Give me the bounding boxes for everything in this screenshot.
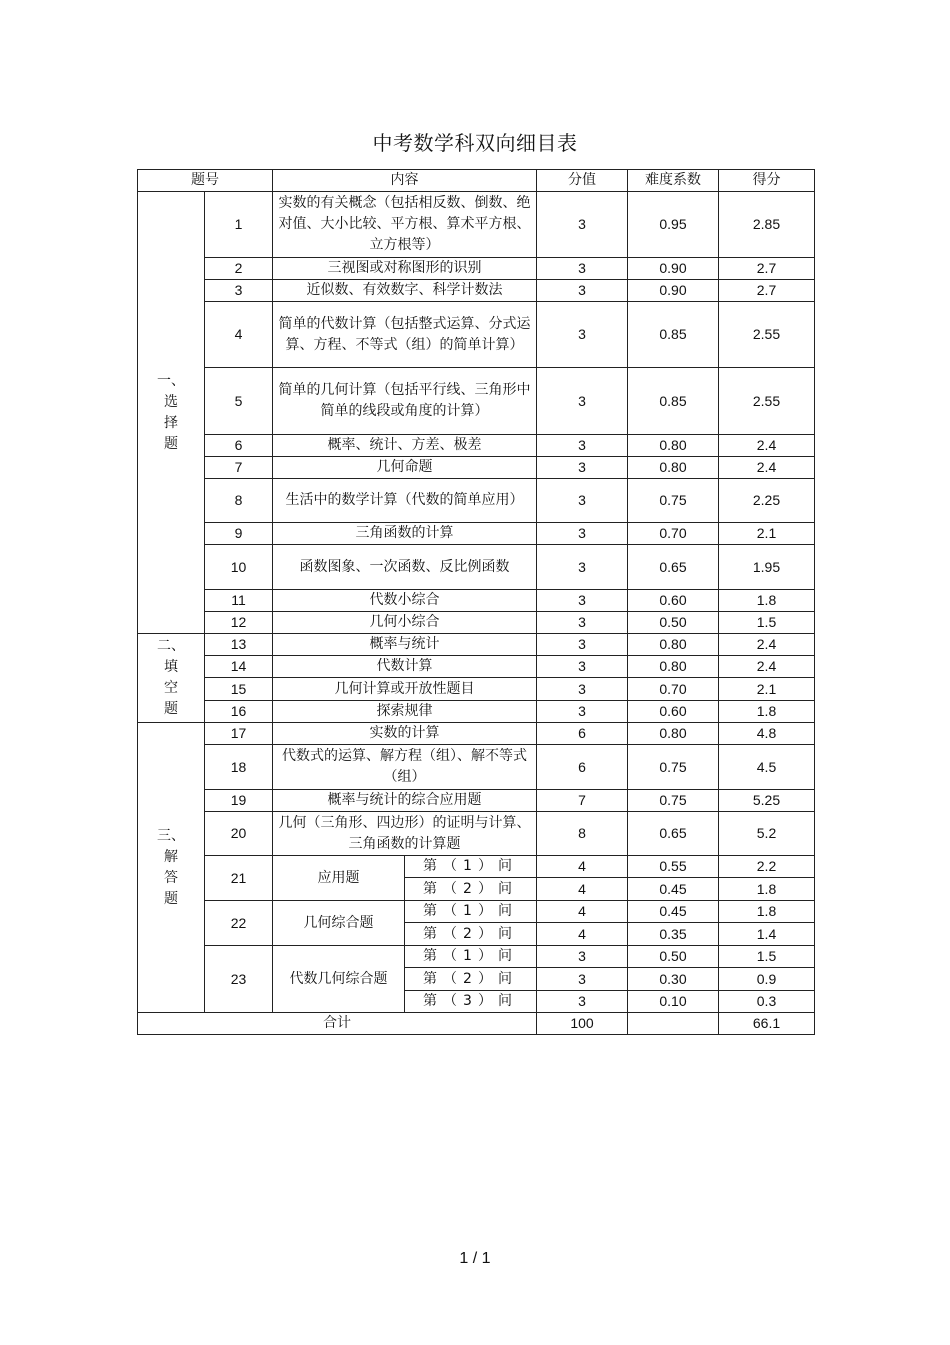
- table-row: [138, 368, 815, 435]
- score-cell: 3: [537, 946, 628, 968]
- question-number: 7: [205, 457, 273, 479]
- question-content: 生活中的数学计算（代数的简单应用）: [273, 479, 537, 523]
- table-row: [138, 258, 815, 280]
- points-cell: 4.8: [719, 723, 815, 745]
- score-cell: 4: [537, 856, 628, 878]
- score-cell: 3: [537, 368, 628, 435]
- difficulty-cell: 0.80: [628, 656, 719, 678]
- question-content: 三角函数的计算: [273, 523, 537, 545]
- header-score: 分值: [537, 170, 628, 192]
- difficulty-cell: 0.85: [628, 302, 719, 368]
- points-cell: 1.95: [719, 545, 815, 590]
- score-cell: 3: [537, 656, 628, 678]
- score-cell: 3: [537, 545, 628, 590]
- points-cell: 2.4: [719, 656, 815, 678]
- question-number: 10: [205, 545, 273, 590]
- score-cell: 4: [537, 901, 628, 923]
- difficulty-cell: 0.10: [628, 991, 719, 1013]
- points-cell: 5.2: [719, 812, 815, 856]
- difficulty-cell: 0.75: [628, 479, 719, 523]
- score-cell: 3: [537, 258, 628, 280]
- table-row: [138, 678, 815, 701]
- score-cell: 4: [537, 878, 628, 901]
- question-number: 17: [205, 723, 273, 745]
- table-row: [138, 457, 815, 479]
- question-content: 代数几何综合题: [273, 946, 405, 1013]
- question-content: 实数的有关概念（包括相反数、倒数、绝对值、大小比较、平方根、算术平方根、立方根等）: [273, 192, 537, 258]
- question-number: 18: [205, 745, 273, 790]
- page-number: 1 / 1: [459, 1250, 491, 1267]
- question-number: 9: [205, 523, 273, 545]
- table-row: [138, 634, 815, 656]
- section-answer: 三、 解 答 题: [138, 723, 205, 1013]
- points-cell: 2.55: [719, 368, 815, 435]
- points-cell: 1.8: [719, 590, 815, 612]
- total-points: 66.1: [719, 1013, 815, 1035]
- question-number: 1: [205, 192, 273, 258]
- question-number: 6: [205, 435, 273, 457]
- table-row: [138, 723, 815, 745]
- score-cell: 6: [537, 745, 628, 790]
- difficulty-cell: 0.70: [628, 523, 719, 545]
- difficulty-cell: 0.90: [628, 258, 719, 280]
- difficulty-cell: 0.50: [628, 946, 719, 968]
- difficulty-cell: 0.55: [628, 856, 719, 878]
- sub-question-label: 第（2）问: [405, 923, 537, 946]
- score-cell: 3: [537, 678, 628, 701]
- score-cell: 8: [537, 812, 628, 856]
- header-no: 题号: [138, 170, 273, 192]
- points-cell: 1.8: [719, 701, 815, 723]
- score-cell: 3: [537, 634, 628, 656]
- sub-question-label: 第（1）问: [405, 856, 537, 878]
- total-difficulty: [628, 1013, 719, 1035]
- question-content: 概率、统计、方差、极差: [273, 435, 537, 457]
- points-cell: 0.3: [719, 991, 815, 1013]
- question-number: 11: [205, 590, 273, 612]
- question-number: 4: [205, 302, 273, 368]
- question-number: 3: [205, 280, 273, 302]
- points-cell: 1.8: [719, 901, 815, 923]
- question-number: 20: [205, 812, 273, 856]
- question-content: 几何小综合: [273, 612, 537, 634]
- score-cell: 3: [537, 302, 628, 368]
- points-cell: 1.8: [719, 878, 815, 901]
- table-row: [138, 612, 815, 634]
- points-cell: 4.5: [719, 745, 815, 790]
- points-cell: 2.55: [719, 302, 815, 368]
- difficulty-cell: 0.80: [628, 457, 719, 479]
- difficulty-cell: 0.80: [628, 435, 719, 457]
- question-number: 2: [205, 258, 273, 280]
- question-content: 近似数、有效数字、科学计数法: [273, 280, 537, 302]
- difficulty-cell: 0.90: [628, 280, 719, 302]
- question-content: 代数式的运算、解方程（组）、解不等式（组）: [273, 745, 537, 790]
- question-number: 16: [205, 701, 273, 723]
- question-content: 三视图或对称图形的识别: [273, 258, 537, 280]
- question-number: 21: [205, 856, 273, 901]
- question-number: 15: [205, 678, 273, 701]
- points-cell: 2.4: [719, 457, 815, 479]
- spec-table: [137, 169, 815, 1035]
- question-content: 探索规律: [273, 701, 537, 723]
- points-cell: 0.9: [719, 968, 815, 991]
- score-cell: 4: [537, 923, 628, 946]
- points-cell: 5.25: [719, 790, 815, 812]
- points-cell: 1.5: [719, 612, 815, 634]
- difficulty-cell: 0.65: [628, 545, 719, 590]
- question-content: 几何综合题: [273, 901, 405, 946]
- table-row: [138, 590, 815, 612]
- header-difficulty: 难度系数: [628, 170, 719, 192]
- question-number: 19: [205, 790, 273, 812]
- table-row: [138, 192, 815, 258]
- question-content: 实数的计算: [273, 723, 537, 745]
- section-fill: 二、 填 空 题: [138, 634, 205, 723]
- points-cell: 2.2: [719, 856, 815, 878]
- points-cell: 2.85: [719, 192, 815, 258]
- points-cell: 2.4: [719, 634, 815, 656]
- table-row: [138, 946, 815, 968]
- score-cell: 7: [537, 790, 628, 812]
- score-cell: 3: [537, 479, 628, 523]
- score-cell: 3: [537, 968, 628, 991]
- question-content: 概率与统计的综合应用题: [273, 790, 537, 812]
- question-content: 函数图象、一次函数、反比例函数: [273, 545, 537, 590]
- table-row: [138, 280, 815, 302]
- difficulty-cell: 0.85: [628, 368, 719, 435]
- score-cell: 3: [537, 457, 628, 479]
- page-title: 中考数学科双向细目表: [372, 131, 578, 155]
- points-cell: 2.4: [719, 435, 815, 457]
- question-number: 8: [205, 479, 273, 523]
- table-row: [138, 812, 815, 856]
- table-row: [138, 856, 815, 878]
- difficulty-cell: 0.35: [628, 923, 719, 946]
- points-cell: 1.5: [719, 946, 815, 968]
- table-row: [138, 302, 815, 368]
- sub-question-label: 第（3）问: [405, 991, 537, 1013]
- sub-question-label: 第（1）问: [405, 901, 537, 923]
- table-row: [138, 435, 815, 457]
- score-cell: 3: [537, 435, 628, 457]
- question-content: 代数小综合: [273, 590, 537, 612]
- points-cell: 2.25: [719, 479, 815, 523]
- score-cell: 3: [537, 523, 628, 545]
- difficulty-cell: 0.95: [628, 192, 719, 258]
- difficulty-cell: 0.75: [628, 790, 719, 812]
- points-cell: 1.4: [719, 923, 815, 946]
- difficulty-cell: 0.70: [628, 678, 719, 701]
- question-content: 几何计算或开放性题目: [273, 678, 537, 701]
- difficulty-cell: 0.60: [628, 701, 719, 723]
- question-content: 应用题: [273, 856, 405, 901]
- header-points: 得分: [719, 170, 815, 192]
- difficulty-cell: 0.65: [628, 812, 719, 856]
- question-number: 12: [205, 612, 273, 634]
- question-number: 13: [205, 634, 273, 656]
- score-cell: 3: [537, 612, 628, 634]
- question-content: 简单的几何计算（包括平行线、三角形中简单的线段或角度的计算）: [273, 368, 537, 435]
- question-number: 5: [205, 368, 273, 435]
- total-row: [138, 1013, 815, 1035]
- table-row: [138, 479, 815, 523]
- table-row: [138, 901, 815, 923]
- table-row: [138, 523, 815, 545]
- total-label: 合计: [138, 1013, 537, 1035]
- total-score: 100: [537, 1013, 628, 1035]
- header-content: 内容: [273, 170, 537, 192]
- question-content: 几何（三角形、四边形）的证明与计算、三角函数的计算题: [273, 812, 537, 856]
- difficulty-cell: 0.80: [628, 723, 719, 745]
- table-row: [138, 701, 815, 723]
- table-row: [138, 656, 815, 678]
- points-cell: 2.7: [719, 258, 815, 280]
- question-content: 概率与统计: [273, 634, 537, 656]
- question-content: 代数计算: [273, 656, 537, 678]
- sub-question-label: 第（1）问: [405, 946, 537, 968]
- difficulty-cell: 0.45: [628, 901, 719, 923]
- table-row: [138, 745, 815, 790]
- difficulty-cell: 0.75: [628, 745, 719, 790]
- question-number: 14: [205, 656, 273, 678]
- sub-question-label: 第（2）问: [405, 878, 537, 901]
- score-cell: 3: [537, 280, 628, 302]
- sub-question-label: 第（2）问: [405, 968, 537, 991]
- difficulty-cell: 0.30: [628, 968, 719, 991]
- score-cell: 6: [537, 723, 628, 745]
- difficulty-cell: 0.50: [628, 612, 719, 634]
- points-cell: 2.1: [719, 678, 815, 701]
- score-cell: 3: [537, 192, 628, 258]
- score-cell: 3: [537, 991, 628, 1013]
- table-row: [138, 790, 815, 812]
- question-content: 简单的代数计算（包括整式运算、分式运算、方程、不等式（组）的简单计算）: [273, 302, 537, 368]
- question-number: 22: [205, 901, 273, 946]
- question-number: 23: [205, 946, 273, 1013]
- points-cell: 2.1: [719, 523, 815, 545]
- score-cell: 3: [537, 701, 628, 723]
- question-content: 几何命题: [273, 457, 537, 479]
- score-cell: 3: [537, 590, 628, 612]
- difficulty-cell: 0.60: [628, 590, 719, 612]
- table-header-row: [138, 170, 815, 192]
- points-cell: 2.7: [719, 280, 815, 302]
- table-row: [138, 545, 815, 590]
- section-choice: 一、 选 择 题: [138, 192, 205, 634]
- difficulty-cell: 0.45: [628, 878, 719, 901]
- difficulty-cell: 0.80: [628, 634, 719, 656]
